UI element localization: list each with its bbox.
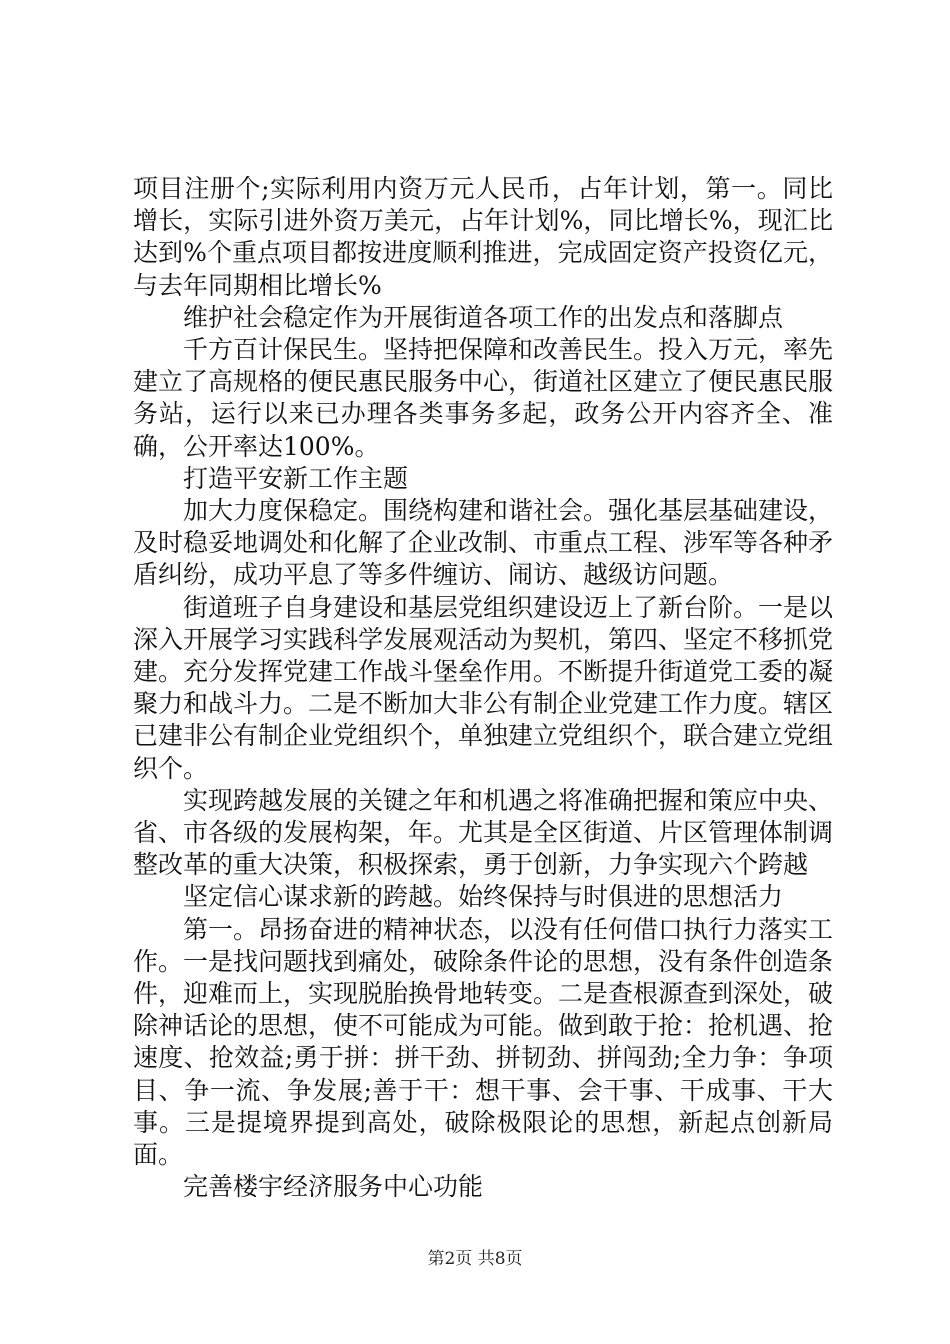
- paragraph-investment-stats: 项目注册个;实际利用内资万元人民币，占年计划，第一。同比增长，实际引进外资万美元，占年计划%，同比增长%，现汇比达到%个重点项目都按进度顺利推进，完成固定资产投资亿元，与去年同期相比增长%: [133, 174, 833, 300]
- paragraph-party-building: 街道班子自身建设和基层党组织建设迈上了新台阶。一是以深入开展学习实践科学发展观活动为契机，第四、坚定不移抓党建。充分发挥党建工作战斗堡垒作用。不断提升街道党工委的凝聚力和战斗力。二是不断加大非公有制企业党建工作力度。辖区已建非公有制企业党组织个，单独建立党组织个，联合建立党组织个。: [133, 592, 834, 783]
- paragraph-heading-building-economy: 完善楼宇经济服务中心功能: [183, 1172, 484, 1202]
- paragraph-heading-confidence: 坚定信心谋求新的跨越。始终保持与时俱进的思想活力: [183, 882, 784, 912]
- paragraph-stability-work: 加大力度保稳定。围绕构建和谐社会。强化基层基础建设，及时稳妥地调处和化解了企业改制、市重点工程、涉军等各种矛盾纠纷，成功平息了等多件缠访、闹访、越级访问题。: [133, 496, 834, 590]
- page-footer: 第2页 共8页: [427, 1249, 523, 1269]
- paragraph-heading-safety: 打造平安新工作主题: [183, 463, 409, 493]
- paragraph-heading-stability: 维护社会稳定作为开展街道各项工作的出发点和落脚点: [183, 302, 784, 332]
- paragraph-spirit: 第一。昂扬奋进的精神状态，以没有任何借口执行力落实工作。一是找问题找到痛处，破除条件论的思想，没有条件创造条件，迎难而上，实现脱胎换骨地转变。二是查根源查到深处，破除神话论的思想，使不可能成为可能。做到敢于抢：抢机遇、抢速度、抢效益;勇于拼：拼干劲、拼韧劲、拼闯劲;全力争：争项目、争一流、争发展;善于干：想干事、会干事、干成事、干大事。三是提境界提到高处，破除极限论的思想，新起点创新局面。: [133, 914, 834, 1170]
- document-body: [133, 173, 833, 1204]
- paragraph-development: 实现跨越发展的关键之年和机遇之将准确把握和策应中央、省、市各级的发展构架，年。尤其是全区街道、片区管理体制调整改革的重大决策，积极探索，勇于创新，力争实现六个跨越: [133, 785, 834, 880]
- paragraph-livelihood: 千方百计保民生。坚持把保障和改善民生。投入万元，率先建立了高规格的便民惠民服务中心，街道社区建立了便民惠民服务站，运行以来已办理各类事务多起，政务公开内容齐全、准确，公开率达100%。: [133, 335, 834, 461]
